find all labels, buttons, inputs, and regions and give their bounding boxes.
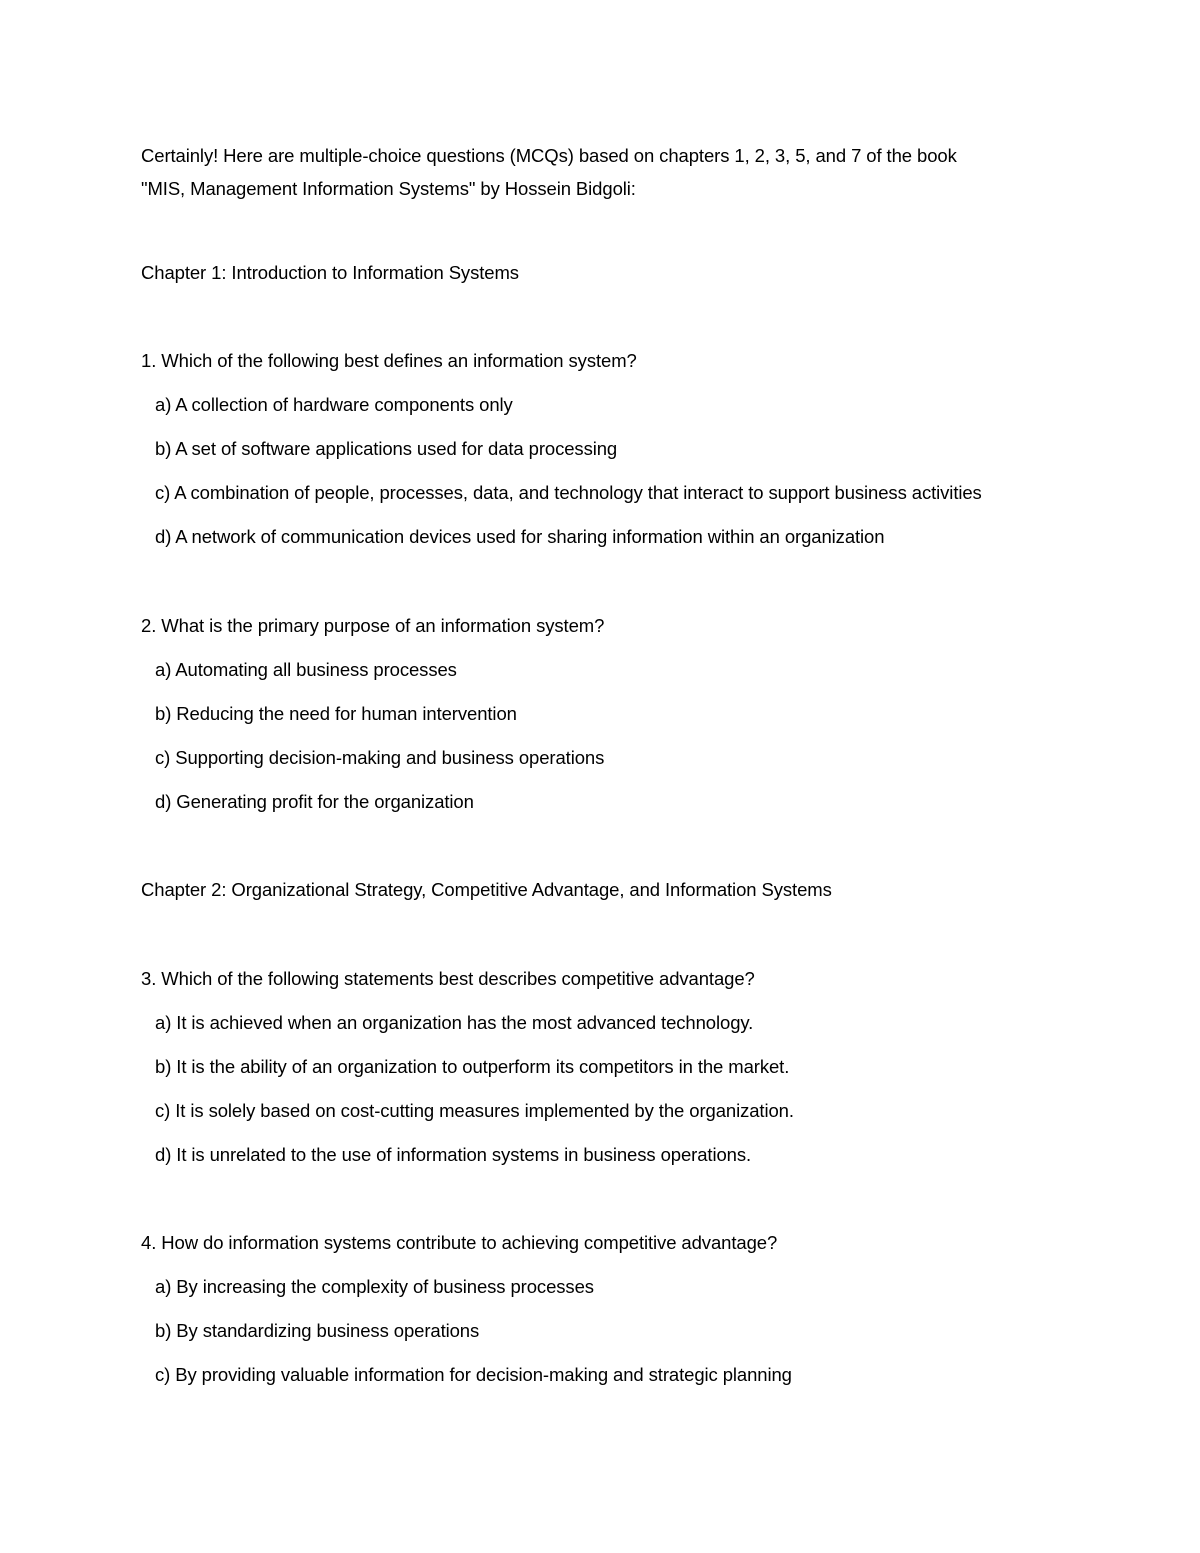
question-3: 3. Which of the following statements best describes competitive advantage? [141, 968, 755, 989]
question-3-option-a: a) It is achieved when an organization has the most advanced technology. [155, 1012, 754, 1033]
question-4-option-c: c) By providing valuable information for decision-making and strategic planning [155, 1364, 792, 1385]
question-2-option-c: c) Supporting decision-making and business operations [155, 747, 605, 768]
question-2-option-b: b) Reducing the need for human intervention [155, 703, 517, 724]
intro-line-2: "MIS, Management Information Systems" by Hossein Bidgoli: [141, 178, 636, 199]
question-4-option-a: a) By increasing the complexity of business processes [155, 1276, 594, 1297]
question-2-option-a: a) Automating all business processes [155, 659, 457, 680]
question-1-option-d: d) A network of communication devices used for sharing information within an organization [155, 526, 885, 547]
chapter-1-heading: Chapter 1: Introduction to Information Systems [141, 262, 519, 283]
question-2: 2. What is the primary purpose of an information system? [141, 615, 605, 636]
intro-line-1: Certainly! Here are multiple-choice questions (MCQs) based on chapters 1, 2, 3, 5, and 7 of the book [141, 145, 957, 166]
question-4-option-b: b) By standardizing business operations [155, 1320, 480, 1341]
question-1-option-a: a) A collection of hardware components only [155, 394, 513, 415]
chapter-2-heading: Chapter 2: Organizational Strategy, Competitive Advantage, and Information Systems [141, 879, 832, 900]
question-3-option-b: b) It is the ability of an organization to outperform its competitors in the market. [155, 1056, 790, 1077]
question-3-option-d: d) It is unrelated to the use of information systems in business operations. [155, 1144, 752, 1165]
question-4: 4. How do information systems contribute to achieving competitive advantage? [141, 1232, 778, 1253]
question-1: 1. Which of the following best defines an information system? [141, 350, 637, 371]
question-3-option-c: c) It is solely based on cost-cutting measures implemented by the organization. [155, 1100, 794, 1121]
question-1-option-b: b) A set of software applications used for data processing [155, 438, 618, 459]
question-2-option-d: d) Generating profit for the organization [155, 791, 474, 812]
question-1-option-c: c) A combination of people, processes, data, and technology that interact to support business activities [155, 482, 982, 503]
